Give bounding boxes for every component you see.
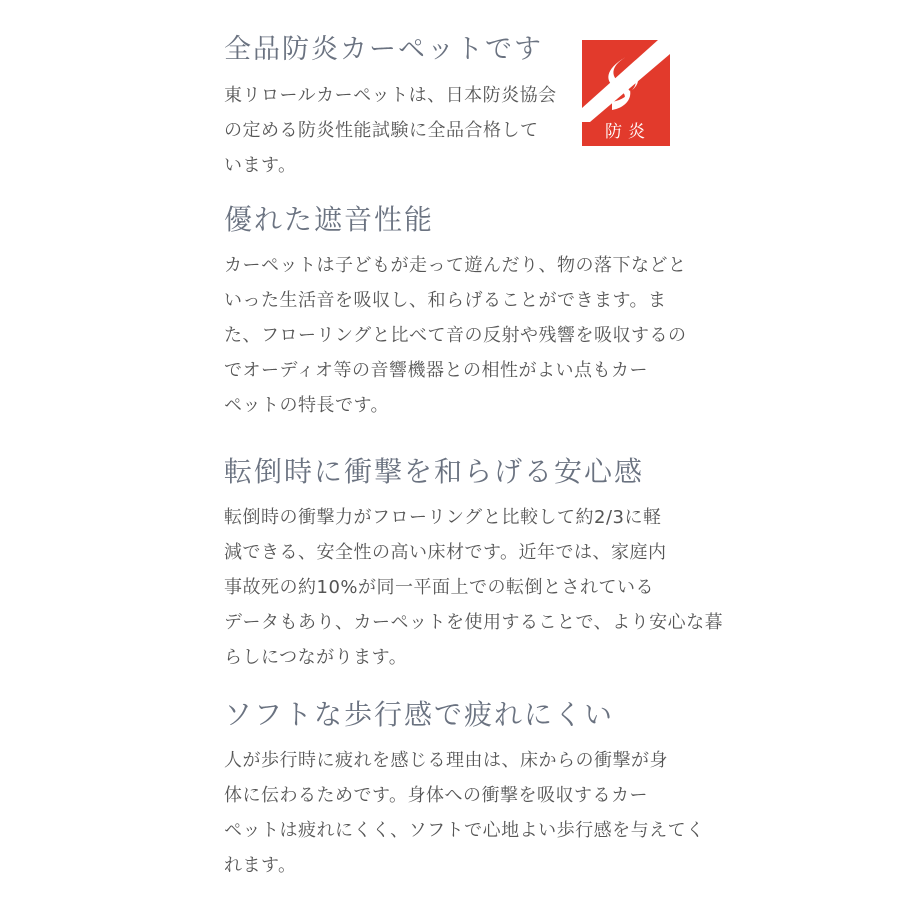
- badge-label: 防炎: [605, 122, 651, 142]
- heading-fall-safety: 転倒時に衝撃を和らげる安心感: [224, 455, 645, 488]
- body-line: カーペットは子どもが走って遊んだり、物の落下などと: [224, 255, 687, 276]
- body-line: でオーディオ等の音響機器との相性がよい点もカー: [224, 360, 649, 381]
- section-soft-walking: [224, 695, 705, 883]
- body-line: データもあり、カーペットを使用することで、より安心な暮: [224, 612, 724, 633]
- body-line: ペットの特長です。: [224, 395, 390, 416]
- body-line: いった生活音を吸収し、和らげることができます。ま: [224, 290, 667, 311]
- body-line: 体に伝わるためです。身体への衝撃を吸収するカー: [224, 785, 649, 806]
- heading-soft-walking: ソフトな歩行感で疲れにくい: [224, 698, 615, 731]
- body-line: 減できる、安全性の高い床材です。近年では、家庭内: [224, 542, 667, 563]
- body-line: 事故死の約10%が同一平面上での転倒とされている: [224, 577, 655, 598]
- fire-retardant-badge: [582, 40, 670, 146]
- body-line: らしにつながります。: [224, 647, 408, 668]
- body-line: います。: [224, 155, 297, 176]
- heading-sound-insulation: 優れた遮音性能: [224, 203, 435, 236]
- section-fire-retardant: [224, 30, 574, 183]
- body-line: れます。: [224, 855, 297, 876]
- heading-fire-retardant: 全品防炎カーペットです: [224, 34, 543, 65]
- body-line: 人が歩行時に疲れを感じる理由は、床からの衝撃が身: [224, 750, 668, 771]
- body-line: 東リロールカーペットは、日本防炎協会: [224, 85, 557, 106]
- body-line: の定める防炎性能試験に全品合格して: [224, 120, 539, 141]
- body-line: 転倒時の衝撃力がフローリングと比較して約2/3に軽: [224, 507, 662, 528]
- body-line: た、フローリングと比べて音の反射や残響を吸収するの: [224, 325, 687, 346]
- section-fall-safety: [224, 452, 724, 675]
- body-line: ペットは疲れにくく、ソフトで心地よい歩行感を与えてく: [224, 820, 705, 841]
- section-sound-insulation: [224, 200, 687, 423]
